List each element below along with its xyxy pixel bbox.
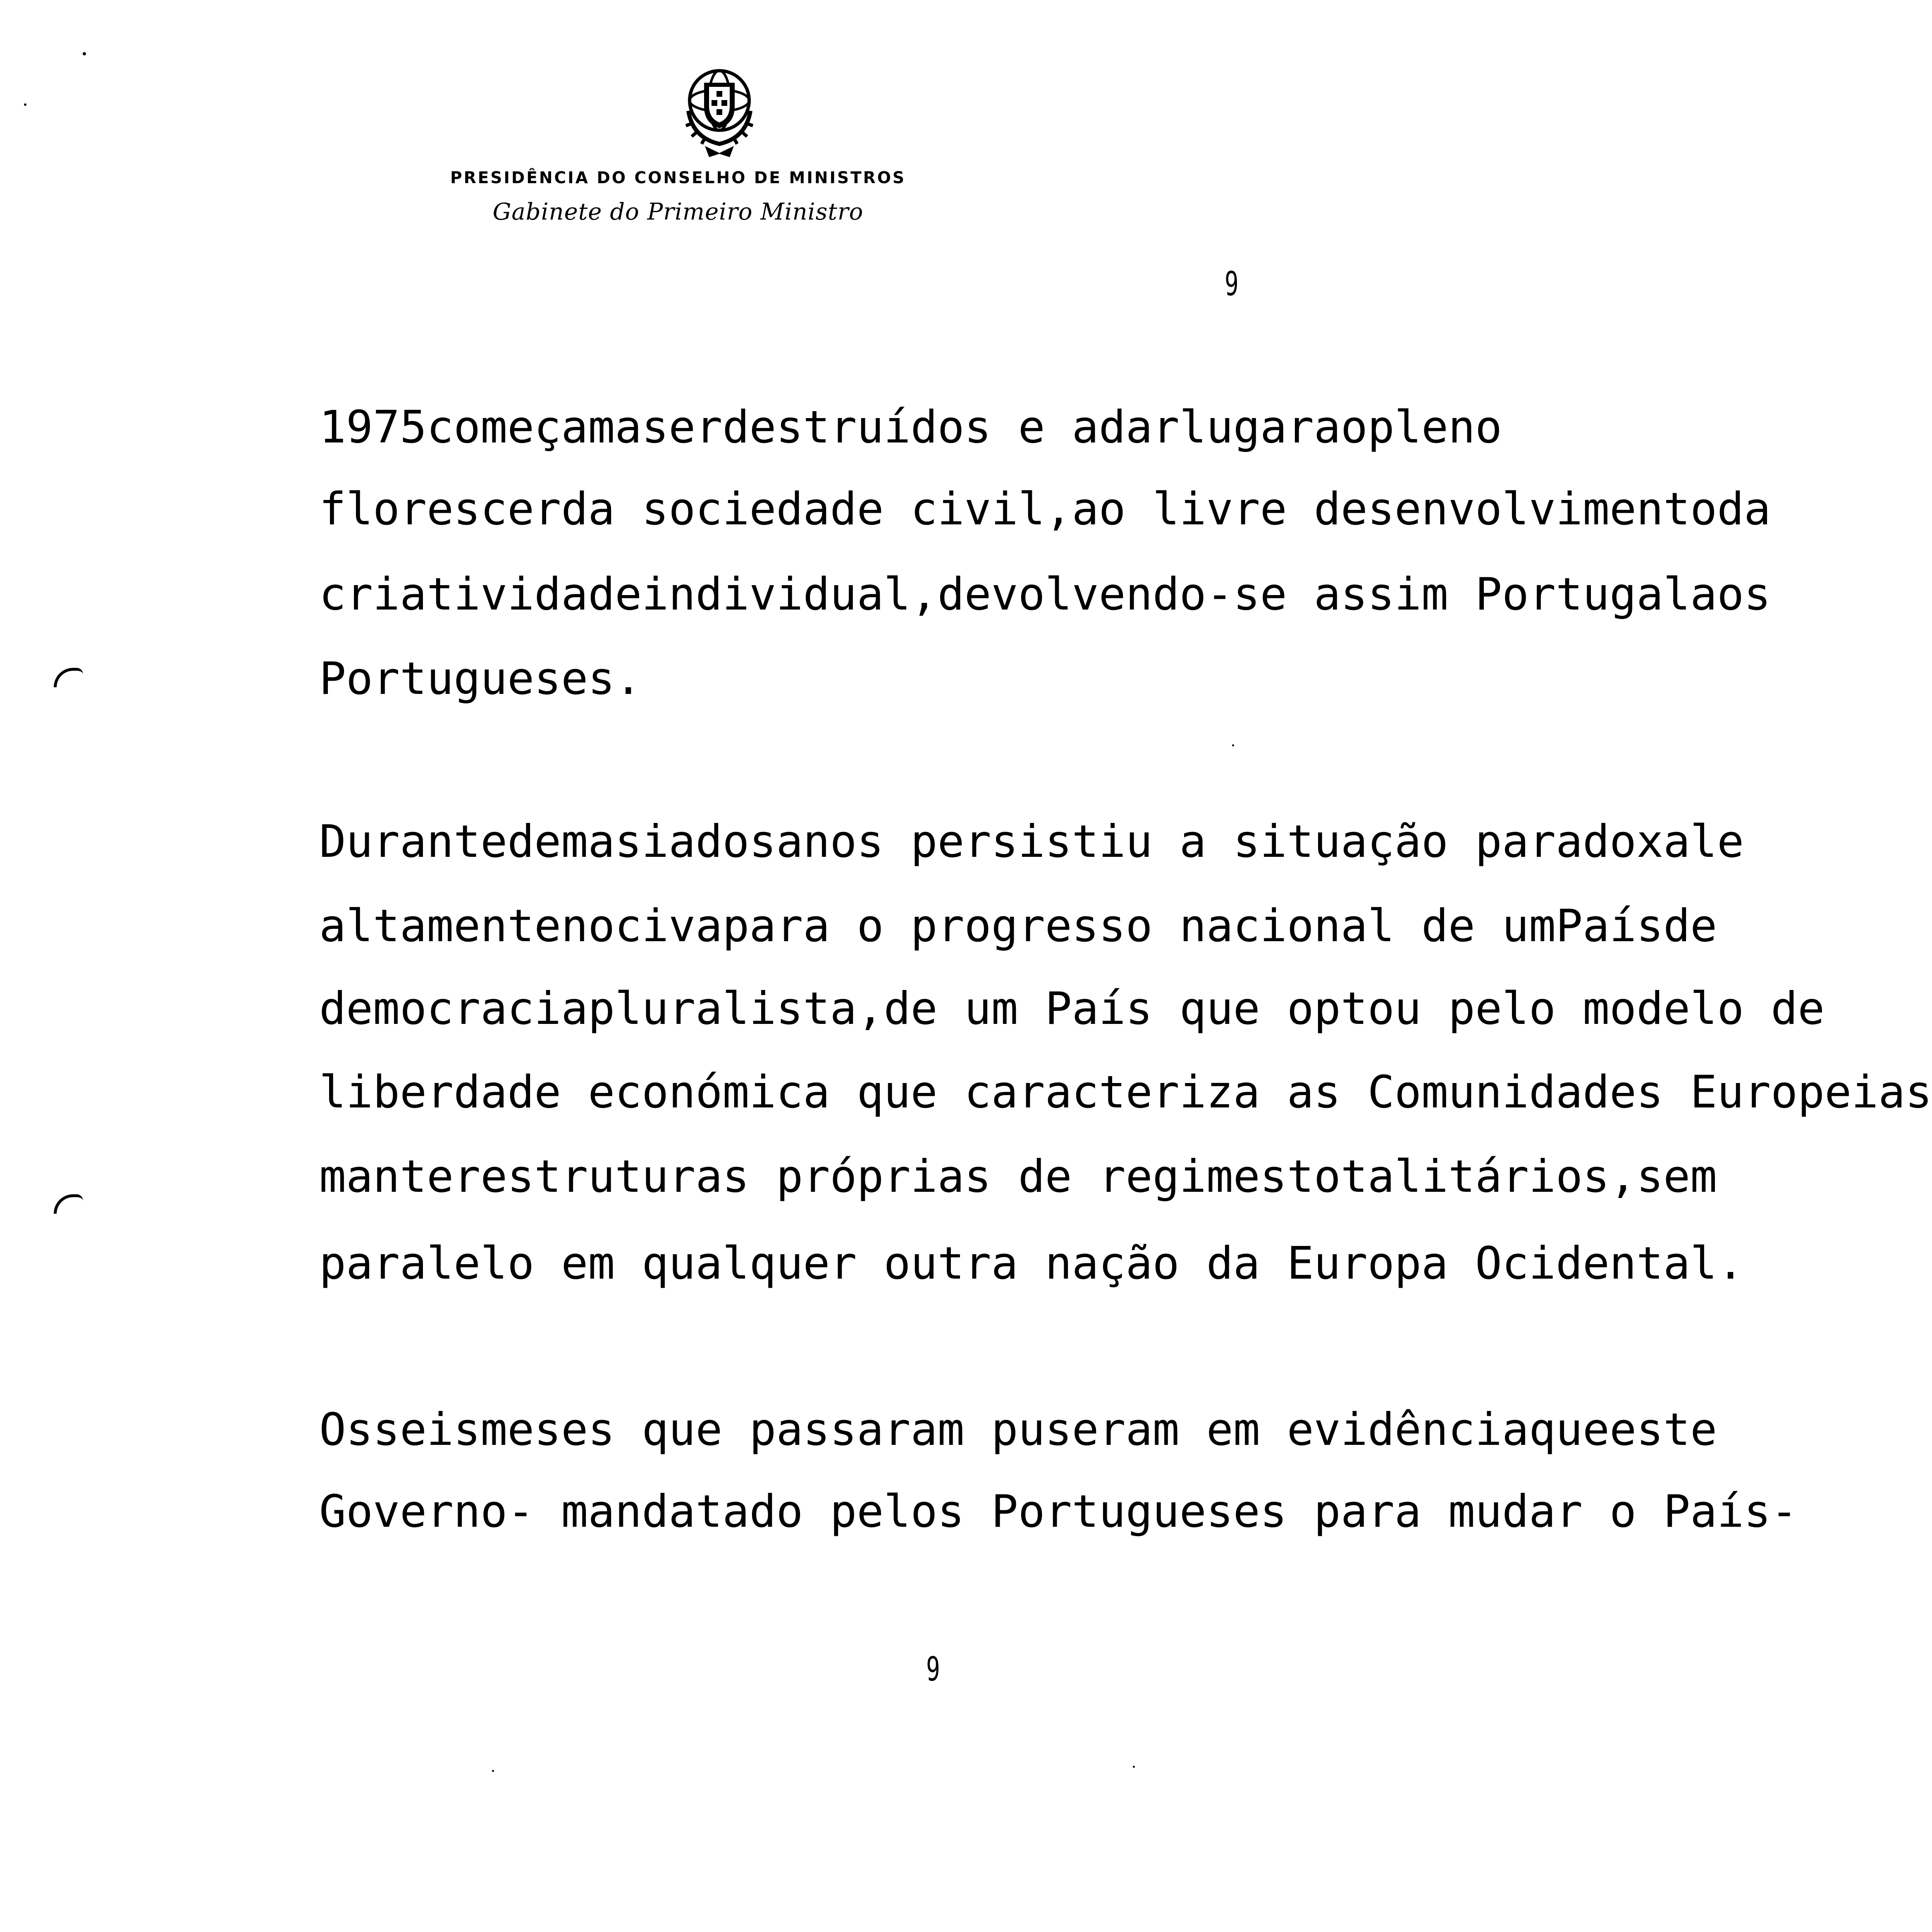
word: estruturas próprias de regimes (480, 1151, 1287, 1203)
word: paralelo em qualquer outra nação da Europa Ocidental. (319, 1238, 1744, 1289)
header-title: PRESIDÊNCIA DO CONSELHO DE MINISTROS (450, 169, 906, 187)
word: este (1610, 1404, 1717, 1456)
scan-speck (492, 1770, 494, 1772)
word: totalitários, (1287, 1151, 1637, 1203)
word: Durante (319, 816, 508, 868)
word: ser (642, 402, 723, 453)
word: democracia (319, 983, 588, 1035)
text-line (319, 1151, 1717, 1203)
punch-mark (54, 668, 83, 687)
text-line (319, 483, 1771, 535)
word: Os (319, 1404, 373, 1456)
text-line (319, 402, 1502, 453)
word: de um País que optou pelo modelo de (884, 983, 1825, 1035)
word: a (615, 402, 642, 453)
word: Portugueses. (319, 653, 642, 705)
word: e (1717, 816, 1744, 868)
word: dar (1099, 402, 1180, 453)
word: meses que passaram puseram em evidência (480, 1404, 1529, 1456)
word: País (1556, 900, 1664, 952)
word: florescer (319, 483, 561, 535)
text-line (319, 1238, 1744, 1289)
punch-mark (54, 1194, 83, 1214)
word: altamente (319, 900, 561, 952)
word: anos persistiu a situação paradoxal (776, 816, 1717, 868)
word: destruídos e a (722, 402, 1099, 453)
text-line (319, 654, 1320, 704)
text-line (319, 1404, 1717, 1456)
word: de (1663, 900, 1717, 952)
header-subtitle-handwritten: Gabinete do Primeiro Ministro (492, 198, 864, 225)
text-line (319, 1486, 1798, 1537)
word: devolvendo-se assim Portugal (937, 569, 1691, 620)
word: da (1717, 483, 1771, 535)
word: pluralista, (588, 983, 884, 1035)
word: da sociedade civil, (561, 483, 1072, 535)
word: manter (319, 1151, 481, 1203)
scan-speck (83, 52, 86, 55)
text-line (319, 816, 1744, 868)
word: - (1771, 1486, 1798, 1537)
scan-speck (1232, 744, 1234, 746)
scan-speck (1133, 1766, 1135, 1768)
word: aos (1690, 569, 1771, 620)
word: liberdade económica que caracteriza as Comunidades Europeias (319, 1066, 1932, 1118)
word: criatividade (319, 569, 642, 620)
text-line (319, 900, 1717, 952)
word: 1975 (319, 402, 427, 453)
coat-of-arms-icon (676, 61, 763, 160)
word: sem (1636, 1151, 1717, 1203)
text-line (319, 1066, 1932, 1118)
word: lugar (1179, 402, 1314, 453)
word: demasiados (507, 816, 776, 868)
page-number-bottom: 9 (926, 1650, 940, 1688)
word: que (1528, 1404, 1610, 1456)
text-line (319, 983, 1825, 1035)
word: ao livre desenvolvimento (1072, 483, 1717, 535)
word: ao (1313, 402, 1368, 453)
word: - mandatado pelos Portugueses para mudar o País (507, 1486, 1771, 1537)
word: pleno (1367, 402, 1502, 453)
page-number-top: 9 (1225, 265, 1239, 303)
word: individual, (642, 569, 938, 620)
text-line (319, 569, 1771, 620)
word: seis (373, 1404, 481, 1456)
word: começam (427, 402, 615, 453)
word: Governo (319, 1486, 508, 1537)
word: para o progresso nacional de um (722, 900, 1556, 952)
word: nociva (561, 900, 723, 952)
scan-speck (24, 103, 26, 106)
